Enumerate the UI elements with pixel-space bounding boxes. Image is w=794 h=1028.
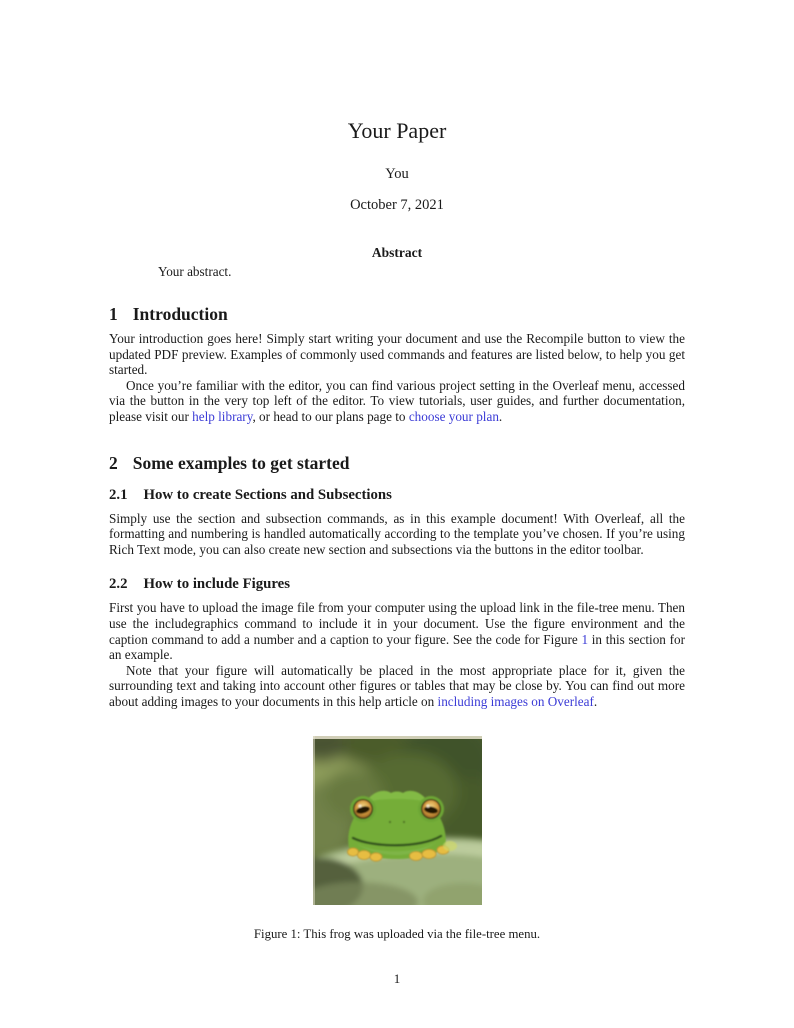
intro-paragraph-1: Your introduction goes here! Simply start writing your document and use the Recompile button to view the updated PDF preview. Examples of commonly used commands and features are listed below, to help you get started. [109, 331, 685, 378]
paper-author: You [385, 166, 409, 182]
link-figure-1-ref[interactable]: 1 [581, 631, 589, 647]
subsection-number: 2.2 [109, 576, 128, 593]
paragraph-text: First you have to upload the image file from your computer using the upload link in the file-tree menu. Then use the includegraphics command to include it in your document. Use the figure environment and the caption command to add a number and a caption to your figure. See the code for Figure [109, 600, 685, 647]
section-number: 2 [109, 452, 118, 473]
paragraph-text: Note that your figure will automatically be placed in the most appropriate place for it, given the surrounding text and taking into account other figures or tables that may be close by. You can find out more about adding images to your documents in this help article on [109, 662, 685, 709]
document-content [109, 0, 685, 987]
subsection-title: How to create Sections and Subsections [143, 486, 392, 503]
page-number: 1 [393, 970, 401, 986]
figure-1 [109, 736, 685, 942]
figure-caption: Figure 1: This frog was uploaded via the file-tree menu. [253, 926, 541, 941]
section-title: Some examples to get started [132, 452, 350, 473]
subsection-heading-figures [109, 575, 685, 593]
paragraph-text: , or head to our plans page to [252, 408, 409, 424]
sections-paragraph: Simply use the section and subsection commands, as in this example document! With Overleaf, all the formatting and numbering is handled automatically according to the template you’ve chosen. If you’re using Rich Text mode, you can also create new section and subsections via the buttons in the editor toolbar. [109, 510, 685, 557]
abstract-heading: Abstract [371, 245, 423, 260]
section-number: 1 [109, 304, 118, 324]
link-help-library[interactable]: help library [192, 408, 253, 424]
section-heading-introduction [109, 303, 685, 325]
paper-title: Your Paper [347, 118, 447, 143]
subsection-title: How to include Figures [143, 576, 290, 593]
section-heading-examples [109, 452, 685, 474]
paragraph-text: . [498, 408, 503, 424]
figures-paragraph-2 [109, 663, 685, 710]
figures-paragraph-1 [109, 600, 685, 662]
paragraph-text: Once you’re familiar with the editor, you can find various project setting in the Overleaf menu, accessed via the button in the very top left of the editor. To view tutorials, user guides, and further documentation, please visit our [109, 377, 685, 424]
paragraph-text: . [593, 693, 598, 709]
subsection-number: 2.1 [109, 486, 128, 503]
paper-date: October 7, 2021 [350, 197, 444, 213]
paragraph-text: in this section for an example. [109, 631, 685, 663]
frog-photo [313, 736, 482, 905]
section-title: Introduction [132, 304, 228, 324]
link-choose-your-plan[interactable]: choose your plan [408, 408, 499, 424]
intro-paragraph-2 [109, 378, 685, 425]
abstract-text: Your abstract. [158, 264, 232, 279]
subsection-heading-sections [109, 486, 685, 504]
link-including-images-on-overleaf[interactable]: including images on Overleaf [437, 693, 594, 709]
